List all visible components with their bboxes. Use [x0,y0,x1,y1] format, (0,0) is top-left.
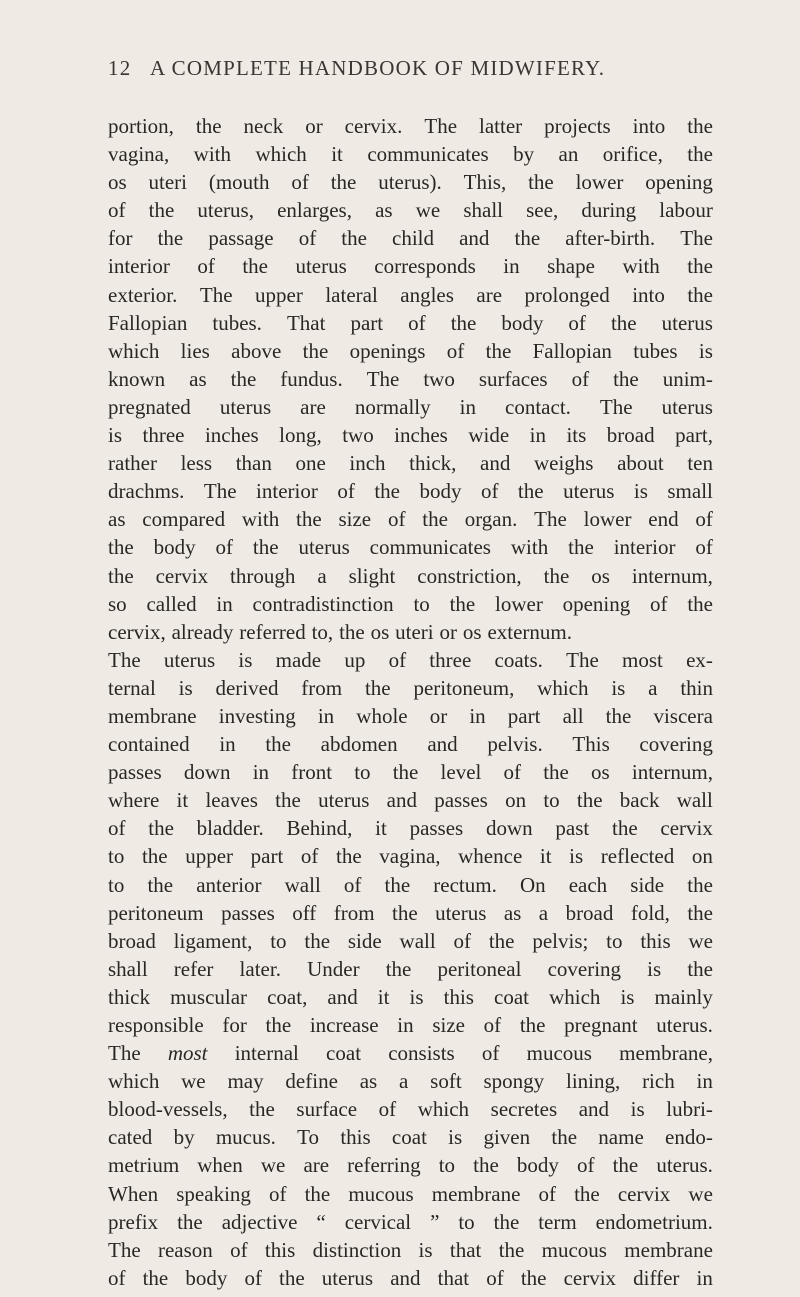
text-line: thick muscular coat, and it is this coat which is mainly [108,984,713,1009]
text-line: of the body of the uterus and that of the cervix differ in [108,1265,713,1290]
text-line: vagina, with which it communicates by an orifice, the [108,142,713,167]
text-line: cervix, already referred to, the os uteri or os externum. [108,619,573,644]
text-line: drachms. The interior of the body of the uterus is small [108,479,713,504]
page-number: 12 [108,56,132,80]
text-line: The most internal coat consists of mucous membrane, [108,1041,713,1066]
running-head: A COMPLETE HANDBOOK OF MIDWIFERY. [150,56,606,80]
text-line: as compared with the size of the organ. The lower end of [108,507,713,532]
text-line: peritoneum passes off from the uterus as a broad fold, the [108,900,713,925]
text-line: shall refer later. Under the peritoneal covering is the [108,956,713,981]
text-line: of the bladder. Behind, it passes down past the cervix [108,816,713,841]
text-line: rather less than one inch thick, and weighs about ten [108,451,713,476]
text-line: ternal is derived from the peritoneum, which is a thin [108,675,713,700]
text-line: which lies above the openings of the Fallopian tubes is [108,338,713,363]
text-line: the cervix through a slight constriction, the os internum, [108,563,713,588]
text-line: membrane investing in whole or in part all the viscera [108,703,713,728]
text-line: prefix the adjective “ cervical ” to the term endometrium. [108,1209,713,1234]
text-line: portion, the neck or cervix. The latter projects into the [108,114,713,138]
text-line: The uterus is made up of three coats. The most ex- [108,647,713,672]
text-line: interior of the uterus corresponds in shape with the [108,254,713,279]
text-line: the body of the uterus communicates with the interior of [108,535,713,560]
text-line: The reason of this distinction is that the mucous membrane [108,1237,713,1262]
text-line: is three inches long, two inches wide in its broad part, [108,423,713,448]
text-line: pregnated uterus are normally in contact. The uterus [108,394,713,419]
text-line: contained in the abdomen and pelvis. This covering [108,732,713,757]
body-text [108,112,713,1292]
text-line: of the uterus, enlarges, as we shall see, during labour [108,198,713,223]
text-line: passes down in front to the level of the os internum, [108,760,713,785]
text-line: where it leaves the uterus and passes on to the back wall [108,788,713,813]
text-line: broad ligament, to the side wall of the pelvis; to this we [108,928,713,953]
text-line: which we may define as a soft spongy lining, rich in [108,1069,713,1094]
text-line: for the passage of the child and the after-birth. The [108,226,713,251]
text-line: blood-vessels, the surface of which secretes and is lubri- [108,1097,713,1122]
text-line: metrium when we are referring to the body of the uterus. [108,1153,713,1178]
text-line: to the upper part of the vagina, whence it is reflected on [108,844,713,869]
text-line: so called in contradistinction to the lower opening of the [108,591,713,616]
text-line: exterior. The upper lateral angles are prolonged into the [108,282,713,307]
text-line: responsible for the increase in size of the pregnant uterus. [108,1013,713,1037]
text-line: os uteri (mouth of the uterus). This, the lower opening [108,170,713,195]
text-line: known as the fundus. The two surfaces of the unim- [108,366,713,391]
text-line: to the anterior wall of the rectum. On each side the [108,872,713,897]
text-line: cated by mucus. To this coat is given the name endo- [108,1125,713,1150]
text-line: When speaking of the mucous membrane of the cervix we [108,1181,713,1206]
text-line: Fallopian tubes. That part of the body of the uterus [108,310,713,335]
